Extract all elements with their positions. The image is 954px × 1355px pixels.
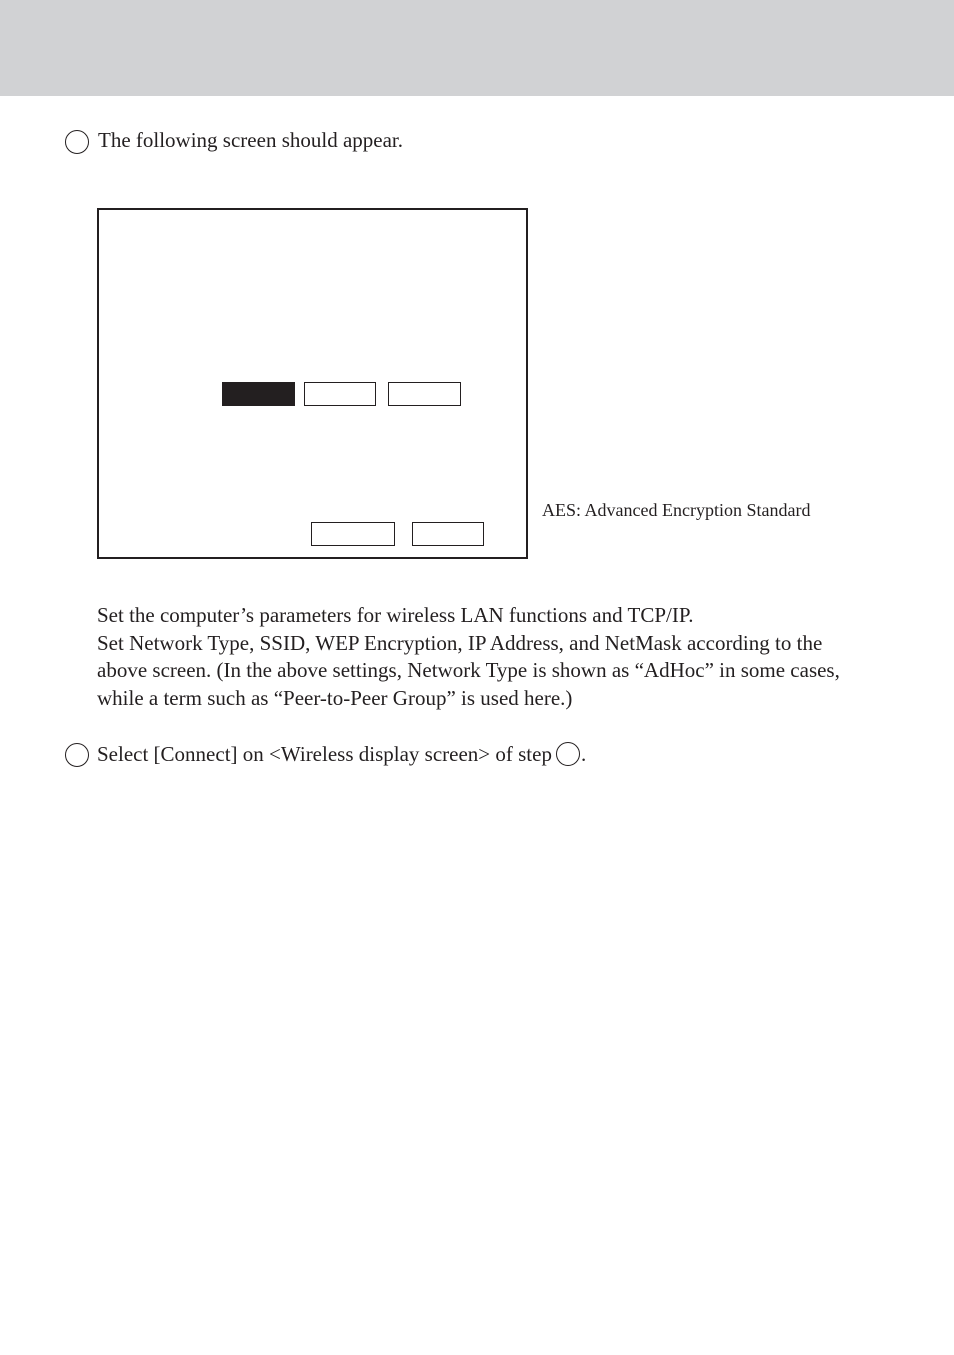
instruction-paragraph: [97, 602, 897, 712]
network-type-option[interactable]: [388, 382, 461, 406]
step-intro-text: The following screen should appear.: [98, 128, 403, 152]
network-type-option-selected[interactable]: [222, 382, 295, 406]
instruction-line: Set Network Type, SSID, WEP Encryption, IP Address, and NetMask according to the: [97, 630, 823, 655]
step-connect-label: Select [Connect] on <Wireless display screen> of step: [97, 742, 552, 766]
network-type-option[interactable]: [304, 382, 376, 406]
screen-illustration: [97, 208, 528, 559]
screen-ok-button[interactable]: [311, 522, 395, 546]
instruction-line: Set the computer’s parameters for wireless LAN functions and TCP/IP.: [97, 603, 694, 627]
aes-footnote: AES: Advanced Encryption Standard: [542, 500, 811, 520]
instruction-line: while a term such as “Peer-to-Peer Group” is used here.): [97, 685, 573, 710]
instruction-line: above screen. (In the above settings, Network Type is shown as “AdHoc” in some cases,: [97, 658, 840, 682]
screen-cancel-button[interactable]: [412, 522, 484, 546]
step-reference-icon: [556, 742, 580, 766]
step-connect-period: .: [580, 742, 587, 766]
step-number-icon: [65, 130, 89, 154]
step-connect-text: [97, 740, 586, 768]
step-number-icon: [65, 743, 89, 767]
header-band: [0, 0, 954, 96]
